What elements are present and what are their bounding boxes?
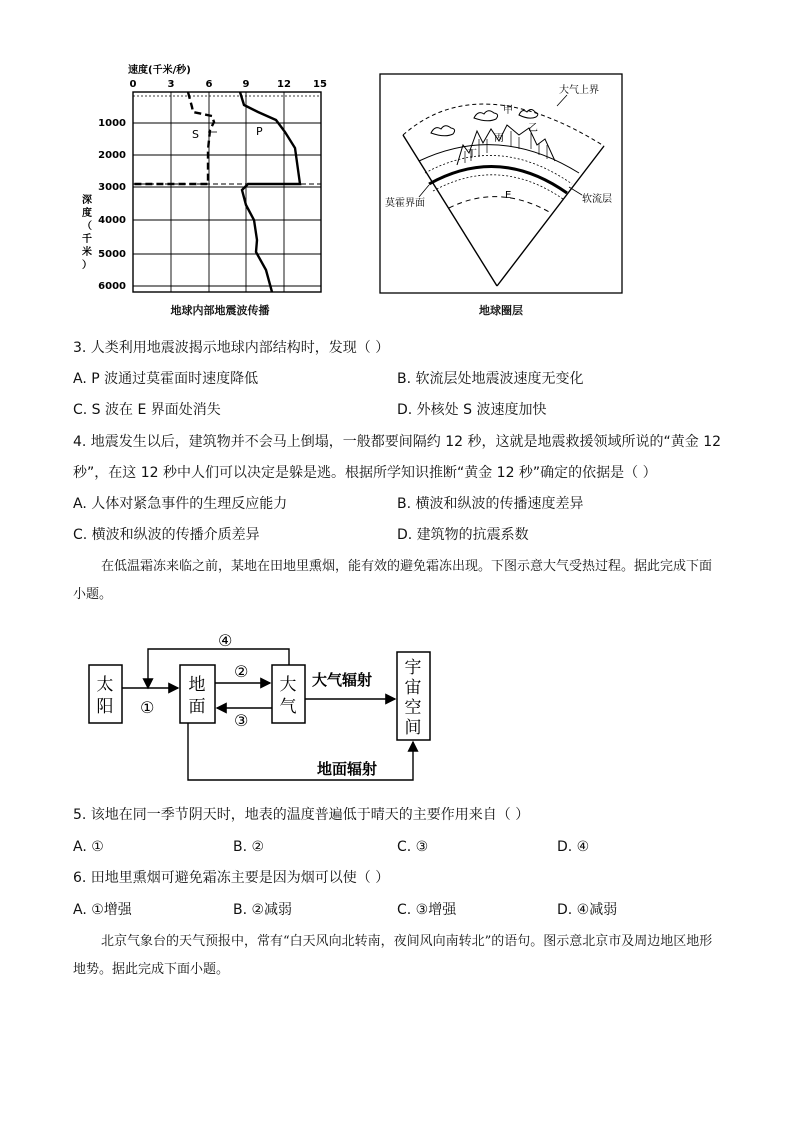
q4-option-c[interactable]: C. 横波和纵波的传播介质差异 <box>73 527 260 543</box>
y-tick: 1000 <box>98 118 126 129</box>
space-label: 宙 <box>404 678 422 698</box>
moho-boundary <box>429 167 567 193</box>
y-axis-label: 深 <box>82 195 92 206</box>
y-axis-label: ） <box>82 260 92 271</box>
label-4: ④ <box>218 631 233 650</box>
p-wave-label: P <box>256 125 263 138</box>
label-bing: 丙 <box>494 133 504 144</box>
atmo-radiation-label: 大气辐射 <box>312 671 373 689</box>
e-boundary <box>449 197 551 213</box>
atmosphere-label: 气 <box>279 697 297 717</box>
figure2-caption: 地球圈层 <box>479 304 523 317</box>
y-axis-label: 度 <box>82 208 92 219</box>
x-tick: 0 <box>129 79 137 90</box>
q4-option-d[interactable]: D. 建筑物的抗震系数 <box>397 527 529 543</box>
q3-option-c[interactable]: C. S 波在 E 界面处消失 <box>73 402 221 418</box>
label-3: ③ <box>234 711 249 730</box>
question-4-stem-line1: 4. 地震发生以后，建筑物并不会马上倒塌，一般都要间隔约 12 秒，这就是地震救援领域所说的“黄金 12 <box>73 434 722 450</box>
x-tick: 3 <box>167 79 175 90</box>
space-label: 间 <box>404 718 422 738</box>
upper-atmosphere-label: 大气上界 <box>559 85 599 96</box>
x-tick: 15 <box>313 79 327 90</box>
ground-label: 面 <box>188 697 206 717</box>
s-wave-curve <box>133 92 214 184</box>
space-label: 宇 <box>404 658 422 678</box>
intro-paragraph-beijing: 北京气象台的天气预报中，常有“白天风向北转南，夜间风向南转北”的语句。图示意北京市及周边地区地形地势。据此完成下面小题。 <box>73 934 713 977</box>
label-yi: 乙 <box>528 123 538 134</box>
figure1-caption: 地球内部地震波传播 <box>170 304 270 317</box>
x-tick: 12 <box>277 79 291 90</box>
q3-option-d[interactable]: D. 外核处 S 波速度加快 <box>397 402 547 418</box>
y-axis-label: 千 <box>82 234 92 245</box>
y-tick: 5000 <box>98 249 126 260</box>
label-e: E <box>505 190 512 201</box>
x-tick: 6 <box>205 79 213 90</box>
q6-option-b[interactable]: B. ②减弱 <box>233 902 293 918</box>
earth-spheres-diagram <box>379 73 624 295</box>
atmosphere-label: 大 <box>279 675 297 695</box>
p-wave-curve <box>240 92 300 292</box>
ground-label: 地 <box>188 675 206 695</box>
y-tick: 3000 <box>98 182 126 193</box>
ground-radiation-arrow <box>188 723 413 780</box>
ground-radiation-label: 地面辐射 <box>317 760 378 778</box>
intro-paragraph-smoke: 在低温霜冻来临之前，某地在田地里熏烟，能有效的避免霜冻出现。下图示意大气受热过程。据此完成下面小题。 <box>73 559 713 602</box>
q6-option-d[interactable]: D. ④减弱 <box>557 902 618 918</box>
sun-label: 阳 <box>96 697 114 717</box>
question-3-stem: 3. 人类利用地震波揭示地球内部结构时，发现（ ） <box>73 340 390 356</box>
question-4-stem-line2: 秒”，在这 12 秒中人们可以决定是躲是逃。根据所学知识推断“黄金 12 秒”确定的依据是（ ） <box>73 465 657 481</box>
q5-option-c[interactable]: C. ③ <box>397 839 429 855</box>
y-axis-label: 米 <box>82 247 92 258</box>
question-6-stem: 6. 田地里熏烟可避免霜冻主要是因为烟可以使（ ） <box>73 870 390 886</box>
y-tick: 6000 <box>98 281 126 292</box>
moho-label: 莫霍界面 <box>385 198 425 209</box>
q6-option-c[interactable]: C. ③增强 <box>397 902 457 918</box>
q3-option-a[interactable]: A. P 波通过莫霍面时速度降低 <box>73 371 259 387</box>
q5-option-d[interactable]: D. ④ <box>557 839 590 855</box>
s-wave-label: S <box>192 128 199 141</box>
q5-option-b[interactable]: B. ② <box>233 839 265 855</box>
sun-label: 太 <box>96 675 114 695</box>
chart-axis-title: 速度(千米/秒) <box>128 65 191 76</box>
q6-option-a[interactable]: A. ①增强 <box>73 902 132 918</box>
q5-option-a[interactable]: A. ① <box>73 839 104 855</box>
label-1: ① <box>140 698 155 717</box>
q4-option-a[interactable]: A. 人体对紧急事件的生理反应能力 <box>73 496 288 512</box>
q4-option-b[interactable]: B. 横波和纵波的传播速度差异 <box>397 496 584 512</box>
atmosphere-heating-diagram <box>84 625 434 785</box>
arrow-4 <box>148 649 289 688</box>
y-tick: 4000 <box>98 215 126 226</box>
asthenosphere-label: 软流层 <box>582 194 612 205</box>
x-tick: 9 <box>242 79 250 90</box>
question-5-stem: 5. 该地在同一季节阴天时，地表的温度普遍低于晴天的主要作用来自（ ） <box>73 807 530 823</box>
space-label: 空 <box>404 698 422 718</box>
label-2: ② <box>234 662 249 681</box>
y-tick: 2000 <box>98 150 126 161</box>
y-axis-label: （ <box>82 221 92 232</box>
label-jia: 甲 <box>503 105 513 116</box>
q3-option-b[interactable]: B. 软流层处地震波速度无变化 <box>397 371 584 387</box>
seismic-wave-chart <box>80 60 340 315</box>
label-ding: 丁 <box>467 149 477 160</box>
